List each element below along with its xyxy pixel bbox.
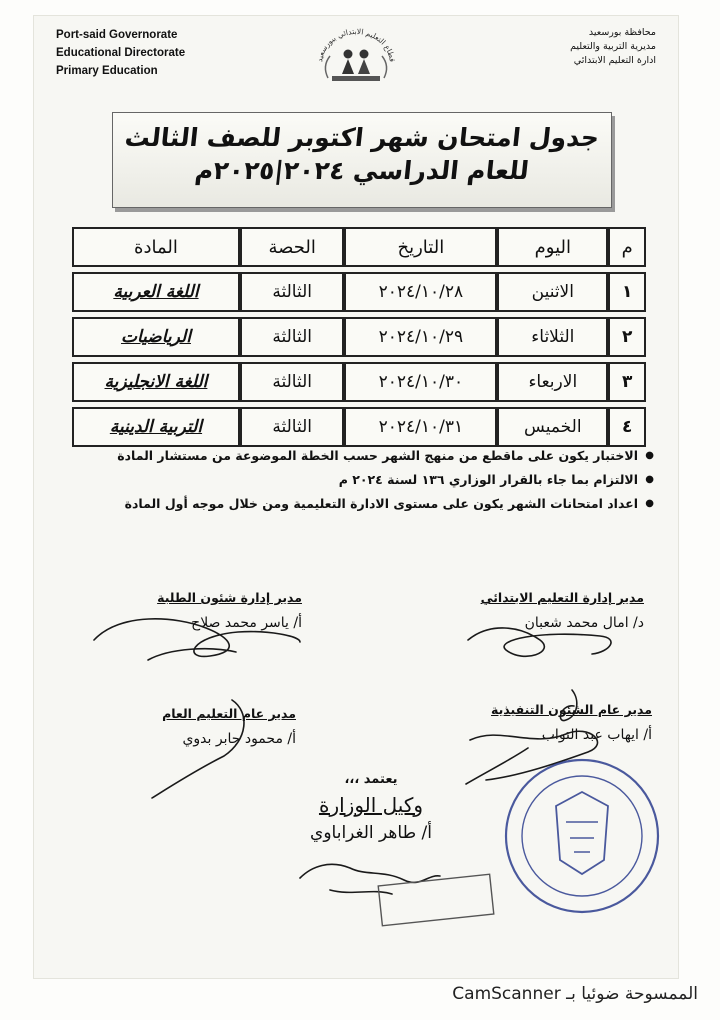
signature-name: د/ امال محمد شعبان: [524, 615, 644, 631]
signature-executive-affairs: [491, 702, 652, 743]
row-index: ٢: [608, 317, 646, 357]
table-row: [72, 362, 646, 402]
note-item: ● اعداد امتحانات الشهر يكون على مستوى الادارة التعليمية ومن خلال موجه أول المادة: [78, 494, 638, 513]
signature-name: أ/ ياسر محمد صلاح: [191, 615, 302, 631]
row-subject: اللغة العربية: [72, 272, 240, 312]
table-row: [72, 407, 646, 447]
row-day: الاربعاء: [497, 362, 608, 402]
academic-year: للعام الدراسي ٢٠٢٤|٢٠٢٥م: [193, 156, 531, 185]
note-item: ● الالتزام بما جاء بالقرار الوزاري ١٣٦ لسنة ٢٠٢٤ م: [78, 470, 638, 489]
scanner-footer: الممسوحة ضوئيا بـ CamScanner: [452, 984, 698, 1004]
table-row: [72, 317, 646, 357]
row-period: الثالثة: [240, 407, 345, 447]
signature-role: مدير إدارة التعليم الابتدائي: [480, 590, 644, 605]
row-date: ٢٠٢٤/١٠/٣١: [344, 407, 497, 447]
approval-block: [296, 772, 446, 843]
row-index: ٤: [608, 407, 646, 447]
row-day: الثلاثاء: [497, 317, 608, 357]
signature-role: مدير عام الشئون التنفيذية: [491, 702, 652, 717]
row-subject: الرياضيات: [72, 317, 240, 357]
header-ar-governorate: محافظة بورسعيد: [588, 27, 656, 38]
arabic-header: [570, 26, 656, 68]
header-index: م: [608, 227, 646, 267]
exam-schedule-table: [72, 222, 646, 452]
header-primary: Primary Education: [56, 65, 158, 77]
signature-name: أ/ ايهاب عبد التواب: [541, 727, 652, 743]
directorate-logo-icon: [308, 20, 404, 94]
row-day: الاثنين: [497, 272, 608, 312]
header-ar-primary: ادارة التعليم الابتدائي: [573, 55, 656, 66]
signature-general-education: [162, 706, 296, 747]
header-governorate: Port-said Governorate: [56, 29, 178, 41]
table-header-row: [72, 227, 646, 267]
signature-role: مدير إدارة شئون الطلبة: [157, 590, 302, 605]
table-row: [72, 272, 646, 312]
svg-text:قطاع التعليم الابتدائي ببورسعي: قطاع التعليم الابتدائي ببورسعيد: [315, 26, 397, 63]
row-subject: اللغة الانجليزية: [72, 362, 240, 402]
header-date: التاريخ: [344, 227, 497, 267]
approval-name: أ/ طاهر الغراباوي: [310, 823, 432, 843]
header-subject: المادة: [72, 227, 240, 267]
page-title: جدول امتحان شهر اكتوبر للصف الثالث: [123, 123, 601, 152]
signature-name: أ/ محمود جابر بدوي: [182, 731, 296, 747]
approval-title: وكيل الوزارة: [318, 793, 424, 817]
row-period: الثالثة: [240, 272, 345, 312]
header-ar-directorate: مديرية التربية والتعليم: [570, 41, 656, 52]
title-box: [112, 112, 612, 208]
signature-role: مدير عام التعليم العام: [162, 706, 296, 721]
row-subject: التربية الدينية: [72, 407, 240, 447]
row-period: الثالثة: [240, 362, 345, 402]
row-date: ٢٠٢٤/١٠/٢٨: [344, 272, 497, 312]
row-day: الخميس: [497, 407, 608, 447]
signature-student-affairs: [157, 590, 302, 631]
header-directorate: Educational Directorate: [56, 47, 186, 59]
notes-list: [78, 446, 656, 518]
row-index: ١: [608, 272, 646, 312]
row-date: ٢٠٢٤/١٠/٣٠: [344, 362, 497, 402]
english-header: [56, 26, 185, 80]
note-item: ● الاختبار يكون على ماقطع من منهج الشهر حسب الخطة الموضوعة من مستشار المادة: [78, 446, 638, 465]
row-index: ٣: [608, 362, 646, 402]
row-period: الثالثة: [240, 317, 345, 357]
header-period: الحصة: [240, 227, 345, 267]
row-date: ٢٠٢٤/١٠/٢٩: [344, 317, 497, 357]
approval-label: يعتمد ،،،: [344, 772, 398, 787]
header-day: اليوم: [497, 227, 608, 267]
signature-primary-director: [481, 590, 644, 631]
